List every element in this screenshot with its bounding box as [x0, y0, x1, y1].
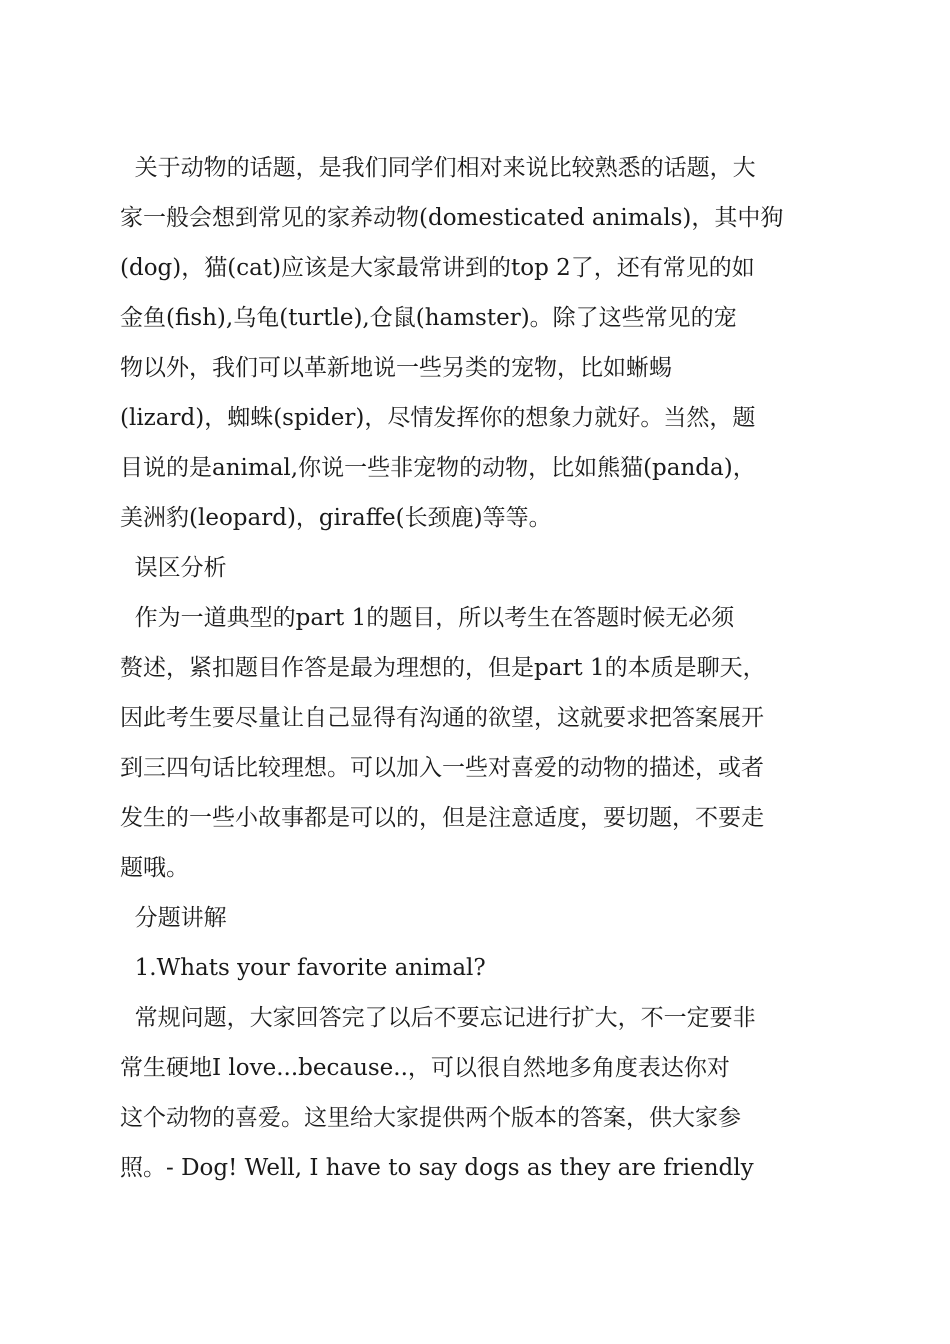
question-heading: [120, 943, 832, 993]
text-line: 照。- Dog! Well, I have to say dogs as they are friendly: [120, 1155, 754, 1181]
section-heading: 分题讲解: [120, 905, 227, 931]
text-line: 家一般会想到常见的家养动物(domesticated animals)，其中狗: [120, 205, 784, 231]
document-body: [120, 143, 832, 1193]
text-line: 目说的是animal,你说一些非宠物的动物，比如熊猫(panda)，: [120, 455, 756, 481]
text-line: 这个动物的喜爱。这里给大家提供两个版本的答案，供大家参: [120, 1105, 741, 1131]
text-line: 关于动物的话题，是我们同学们相对来说比较熟悉的话题，大: [120, 155, 756, 181]
text-line: 发生的一些小故事都是可以的，但是注意适度，要切题，不要走: [120, 805, 764, 831]
text-line: 常规问题，大家回答完了以后不要忘记进行扩大，不一定要非: [120, 1005, 756, 1031]
text-line: 常生硬地I love...because..，可以很自然地多角度表达你对: [120, 1055, 730, 1081]
answer-paragraph: [120, 993, 832, 1193]
text-line: 因此考生要尽量让自己显得有沟通的欲望，这就要求把答案展开: [120, 705, 764, 731]
text-line: (dog)，猫(cat)应该是大家最常讲到的top 2了，还有常见的如: [120, 255, 755, 281]
misconceptions-paragraph: [120, 593, 832, 893]
text-line: 题哦。: [120, 855, 189, 881]
section-heading-misconceptions: [120, 543, 832, 593]
text-line: (lizard)，蜘蛛(spider)，尽情发挥你的想象力就好。当然，题: [120, 405, 756, 431]
intro-paragraph: [120, 143, 832, 543]
text-line: 赘述，紧扣题目作答是最为理想的，但是part 1的本质是聊天，: [120, 655, 766, 681]
text-line: 作为一道典型的part 1的题目，所以考生在答题时候无必须: [120, 605, 735, 631]
text-line: 金鱼(fish),乌龟(turtle),仓鼠(hamster)。除了这些常见的宠: [120, 305, 737, 331]
question-text: 1.Whats your favorite animal?: [120, 955, 486, 981]
section-heading-breakdown: [120, 893, 832, 943]
text-line: 美洲豹(leopard)，giraffe(长颈鹿)等等。: [120, 505, 552, 531]
text-line: 物以外，我们可以革新地说一些另类的宠物，比如蜥蜴: [120, 355, 672, 381]
section-heading: 误区分析: [120, 555, 227, 581]
text-line: 到三四句话比较理想。可以加入一些对喜爱的动物的描述，或者: [120, 755, 764, 781]
